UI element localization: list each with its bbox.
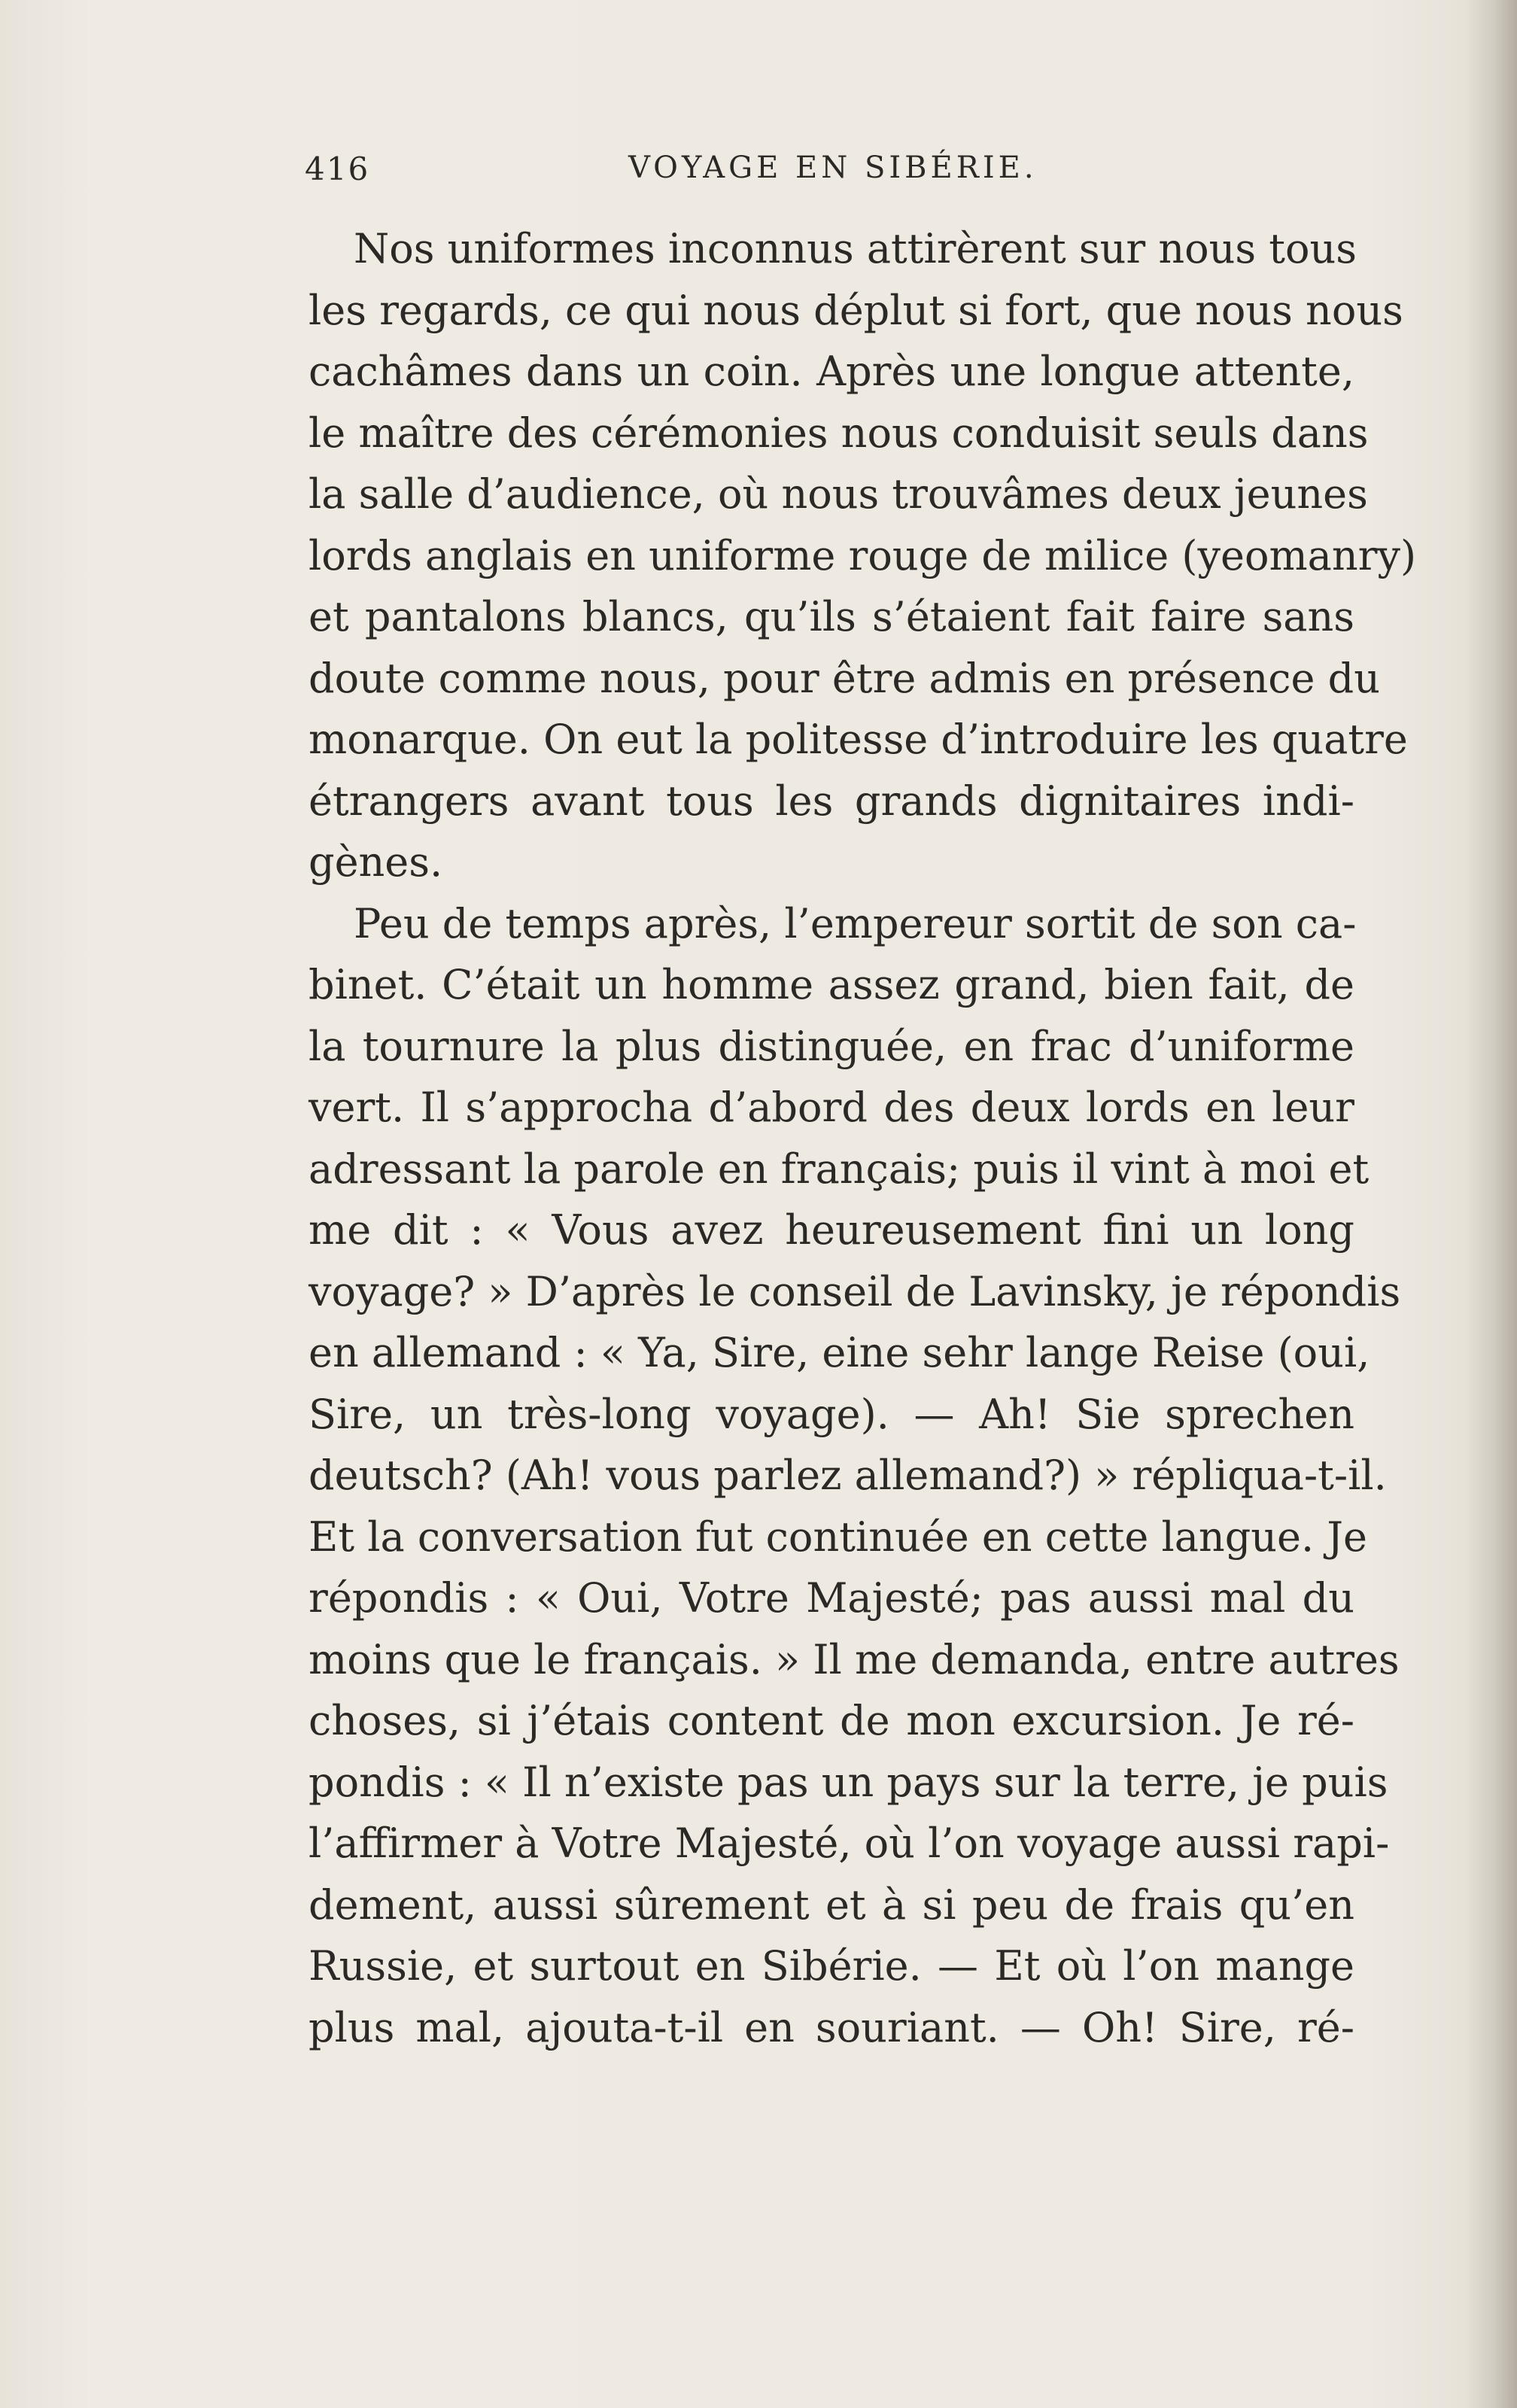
text-line: répondis : « Oui, Votre Majesté; pas aussi mal du: [309, 1574, 1354, 1622]
text-line: voyage? » D’après le conseil de Lavinsky, je répondis: [309, 1267, 1401, 1315]
body-text: [309, 218, 1417, 2058]
text-line: Sire, un très-long voyage). — Ah! Sie sprechen: [309, 1390, 1354, 1438]
text-line: Peu de temps après, l’empereur sortit de son ca-: [354, 899, 1357, 947]
text-line: monarque. On eut la politesse d’introduire les quatre: [309, 716, 1408, 763]
text-line: deutsch? (Ah! vous parlez allemand?) » répliqua-t-il.: [309, 1452, 1387, 1499]
text-line: étrangers avant tous les grands dignitaires indi-: [309, 777, 1354, 825]
text-line: doute comme nous, pour être admis en présence du: [309, 654, 1381, 702]
text-line: la salle d’audience, où nous trouvâmes deux jeunes: [309, 470, 1368, 518]
text-line: dement, aussi sûrement et à si peu de frais qu’en: [309, 1880, 1354, 1929]
text-line: moins que le français. » Il me demanda, entre autres: [309, 1635, 1400, 1683]
text-line: pondis : « Il n’existe pas un pays sur la terre, je puis: [309, 1758, 1388, 1806]
text-line: en allemand : « Ya, Sire, eine sehr lange Reise (oui,: [309, 1329, 1370, 1376]
page-number: 416: [305, 150, 370, 187]
text-line: Russie, et surtout en Sibérie. — Et où l’on mange: [309, 1942, 1354, 1990]
running-title: VOYAGE EN SIBÉRIE.: [628, 150, 1038, 185]
text-line: binet. C’était un homme assez grand, bien fait, de: [309, 961, 1354, 1008]
text-line: les regards, ce qui nous déplut si fort, que nous nous: [309, 286, 1403, 334]
text-line: plus mal, ajouta-t-il en souriant. — Oh! Sire, ré-: [309, 2003, 1354, 2051]
text-line: vert. Il s’approcha d’abord des deux lords en leur: [309, 1084, 1354, 1131]
page-header: [305, 150, 1358, 203]
text-line: l’affirmer à Votre Majesté, où l’on voyage aussi rapi-: [309, 1820, 1390, 1867]
text-line: lords anglais en uniforme rouge de milice (yeomanry): [309, 531, 1417, 579]
text-line: me dit : « Vous avez heureusement fini un long: [309, 1206, 1354, 1254]
page-edge-shadow: [1464, 0, 1517, 2408]
text-line: et pantalons blancs, qu’ils s’étaient fait faire sans: [309, 593, 1354, 640]
text-line: Nos uniformes inconnus attirèrent sur nous tous: [354, 225, 1357, 272]
text-line: Et la conversation fut continuée en cette langue. Je: [309, 1513, 1367, 1561]
text-line: le maître des cérémonies nous conduisit seuls dans: [309, 409, 1369, 457]
text-line: la tournure la plus distinguée, en frac d’uniforme: [309, 1022, 1354, 1070]
text-line: adressant la parole en français; puis il vint à moi et: [309, 1145, 1370, 1193]
text-line: choses, si j’étais content de mon excursion. Je ré-: [309, 1697, 1354, 1744]
text-line: cachâmes dans un coin. Après une longue attente,: [309, 348, 1354, 395]
text-line: gènes.: [309, 838, 443, 886]
